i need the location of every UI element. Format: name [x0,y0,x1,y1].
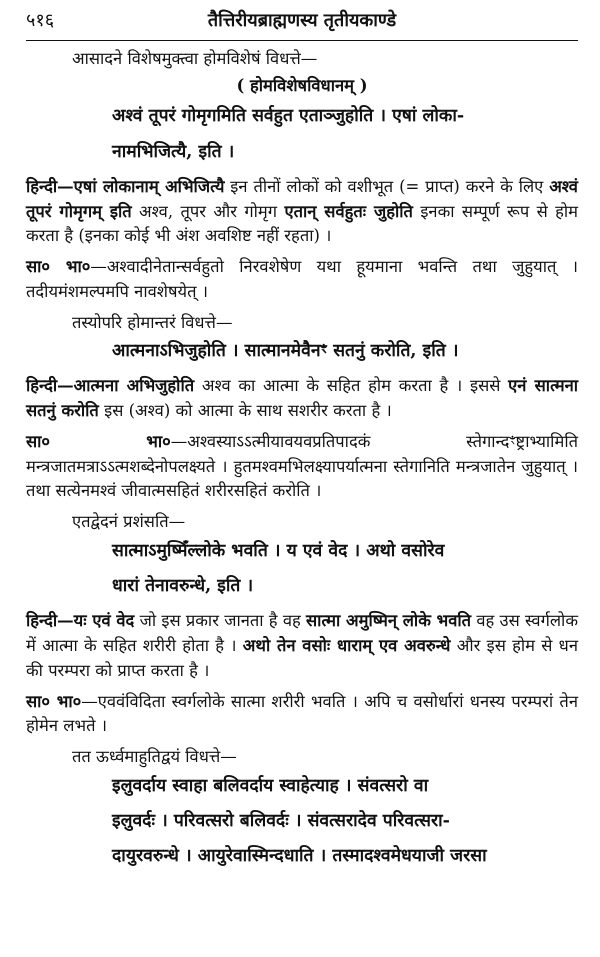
hindi-text: वह उस स्वर्गलोक में आत्मा के सहित शरीरी होता है । [26,611,578,655]
mantra-line: इलुवर्दाय स्वाहा बलिवर्दाय स्वाहेत्याह । संवत्सरो वा [112,775,429,796]
sayana-commentary [26,690,578,740]
page-content [26,49,578,873]
commentary-label: सा० भा० [26,257,91,276]
running-title: तैत्तिरीयब्राह्मणस्य तृतीयकाण्डे [207,10,397,31]
header-rule [26,40,578,41]
hindi-term: आत्मना अभिजुहोति [73,376,195,396]
commentary-text: —एववंविदिता स्वर्गलोके सात्मा शरीरी भवति । अपि च वसोर्धारां धनस्य परम्परां तेन होमेन लभते । [26,691,578,736]
mantra-line: आत्मनाऽभिजुहोति । सात्मानमेवैनꣳ सतनुं करोति, इति । [112,341,459,362]
hindi-term: यः एवं वेद [73,611,135,631]
mantra-line: सात्माऽमुष्मिँल्लोके भवति । य एवं वेद । अथो वसोरेव [112,540,445,561]
hindi-term: एतान् सर्वहुतः जुहोति [284,201,413,221]
hindi-term: एषां लोकानाम् अभिजित्यै [73,176,225,196]
commentary-text: —अश्वस्याऽऽत्मीयावयवप्रतिपादकं स्तेगान्दꣳष्ट्राभ्यामिति मन्त्रजातमत्राऽऽत्मशब्देनोपलक्ष्यते । हुतमश्वमभिलक्ष्यापर्यात्मना स्तेगानिति मन्त्रजातेन जुहुयात् । तथा सत्येनमश्वं जीवात्मसहितं शरीरसहितं करोति । [26,431,578,501]
hindi-text: अश्व का आत्मा के सहित होम करता है । इससे [194,376,509,396]
hindi-translation [26,175,578,249]
hindi-text: जो इस प्रकार जानता है वह [134,611,307,631]
hindi-label: हिन्दी— [26,611,74,631]
mantra-line: नामभिजित्यै, इति । [112,141,235,162]
page-number: ५१६ [26,10,55,31]
mantra-line: धारां तेनावरुन्धे, इति । [112,576,254,596]
hindi-term: एनं सात्मना सतनुं करोति [26,376,579,421]
intro-text: तत ऊर्ध्वमाहुतिद्वयं विधत्ते— [72,747,237,766]
hindi-label: हिन्दी— [26,176,74,196]
sayana-commentary [26,430,578,504]
intro-text: एतद्वेदनं प्रशंसति— [72,512,186,532]
hindi-term: अश्वं तूपरं गोमृगम् इति [26,176,578,221]
hindi-term: अथो तेन वसोः धाराम् एव अवरुन्धे [242,636,451,655]
hindi-term: सात्मा अमुष्मिन् लोके भवति [306,611,472,631]
commentary-text: —अश्वादीनेतान्सर्वहुतो निरवशेषेण यथा हूयमाना भवन्ति तथा जुहुयात् । तदीयमंशमल्पमपि नावशेषयेत् । [26,257,578,301]
hindi-label: हिन्दी— [26,376,74,396]
commentary-label: सा० भा० [26,691,82,711]
hindi-text: इन तीनों लोकों को वशीभूत (= प्राप्त) करने के लिए [224,176,550,196]
mantra-line: दायुरवरुन्धे । आयुरेवास्मिन्दधाति । तस्मादश्वमेधयाजी जरसा [112,846,487,867]
page-header [26,10,578,36]
hindi-translation [26,374,578,424]
hindi-text: और इस होम से धन की परम्परा को प्राप्त करता है । [26,636,578,680]
mantra-line: अश्वं तूपरं गोमृगमिति सर्वहुत एताञ्जुहोति । एषां लोका- [112,106,465,127]
intro-text: आसादने विशेषमुक्त्वा होमविशेषं विधत्ते— [72,49,318,68]
hindi-translation [26,609,578,683]
hindi-text: इनका सम्पूर्ण रूप से होम करता है (इनका कोई भी अंश अवशिष्ट नहीं रहता) । [26,201,579,246]
sayana-commentary [26,255,578,305]
commentary-label: सा० भा० [26,431,171,451]
hindi-text: अश्व, तूपर और गोमृग [131,201,285,221]
section-heading: ( होमविशेषविधानम् ) [236,75,368,95]
intro-text: तस्योपरि होमान्तरं विधत्ते— [72,312,233,332]
hindi-text: इस (अश्व) को आत्मा के साथ सशरीर करता है । [98,401,392,421]
mantra-line: इलुवर्दः । परिवत्सरो बलिवर्दः । संवत्सरादेव परिवत्सरा- [112,810,450,831]
